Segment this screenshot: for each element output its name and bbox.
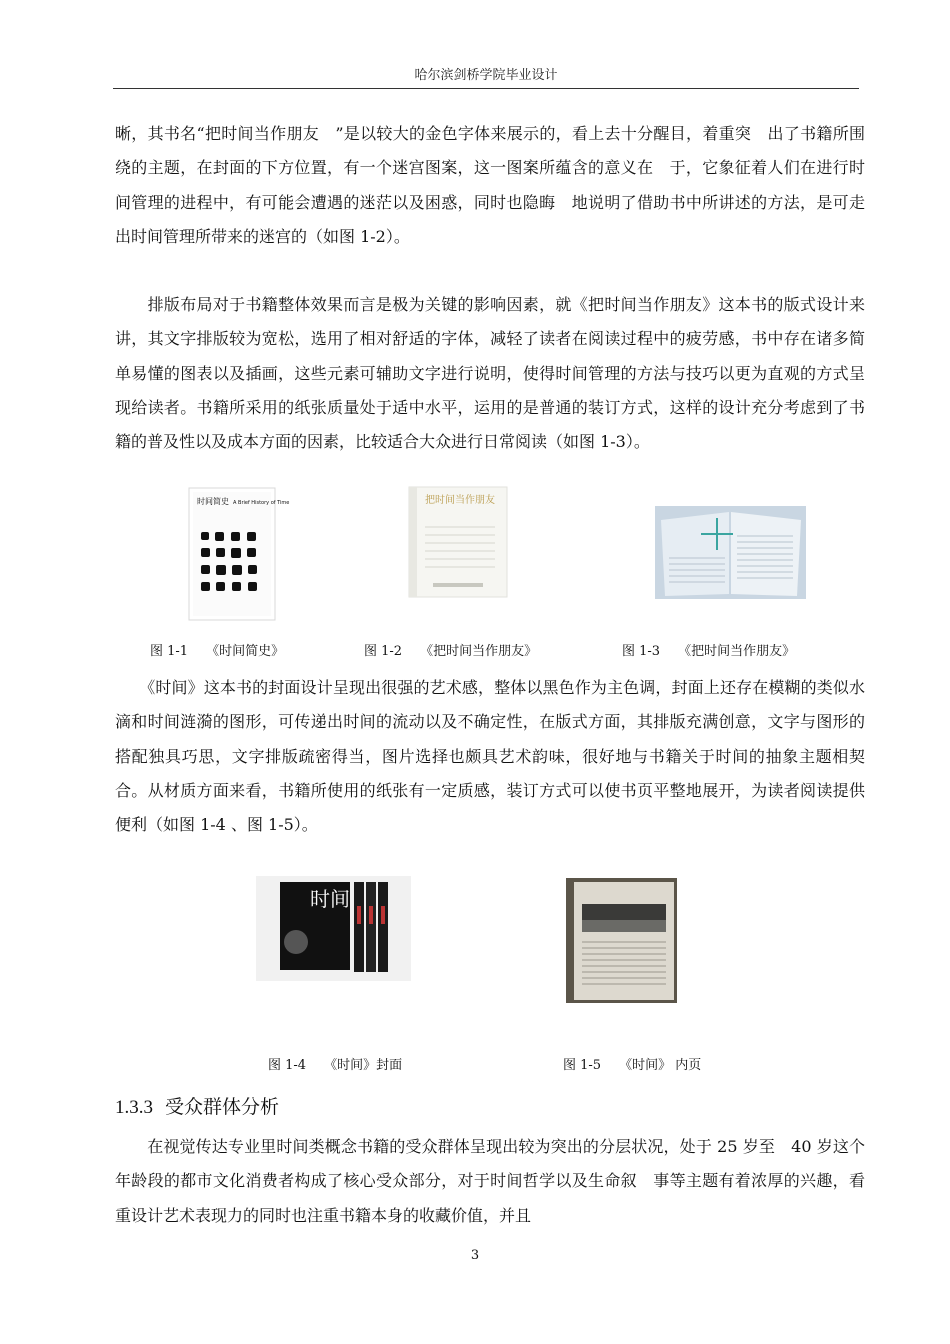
time-book-inner-page-image (566, 878, 677, 1003)
figure-label: 图 1-3 (622, 644, 661, 659)
figure-1-4 (256, 876, 411, 981)
figure-caption: 《时间简史》 (206, 644, 285, 659)
cover-title-cn: 时间 (310, 887, 350, 911)
caption-1-2 (364, 640, 555, 659)
header-rule (113, 88, 859, 89)
paragraph-1: 晰，其书名“把时间当作朋友 ”是以较大的金色字体来展示的，看上去十分醒目，着重突 出了书籍所围绕的主题，在封面的下方位置，有一个迷宫图案，这一图案所蕴含的意义在 于，它象征着人们在进行时间管理的进程中，有可能会遭遇的迷茫以及困惑，同时也隐晦 地说明了借助书中所讲述的方法，是可走出时间管理所带来的迷宫的（如图 1-2）。 (115, 124, 865, 246)
time-friend-cover-image (409, 487, 507, 597)
section-heading (115, 1092, 279, 1119)
figure-caption: 《把时间当作朋友》 (420, 644, 538, 659)
figure-caption: 《把时间当作朋友》 (678, 644, 796, 659)
page-number: 3 (470, 1248, 480, 1263)
figure-1-5 (566, 878, 677, 1003)
brief-history-cover-image (189, 488, 290, 620)
section-number: 1.3.3 (115, 1097, 153, 1118)
figure-label: 图 1-4 (268, 1058, 307, 1073)
time-friend-inner-page-image (655, 506, 806, 599)
caption-1-3 (622, 640, 813, 659)
figure-caption: 《时间》 内页 (619, 1058, 702, 1073)
paragraph-4: 在视觉传达专业里时间类概念书籍的受众群体呈现出较为突出的分层状况，处于 25 岁至 40 岁这个年龄段的都市文化消费者构成了核心受众部分，对于时间哲学以及生命叙 事等主题有着浓厚的兴趣，看重设计艺术表现力的同时也注重书籍本身的收藏价值，并且 (115, 1137, 865, 1225)
figure-1-2 (409, 487, 507, 597)
cover-title-cn: 时间简史 (197, 497, 229, 506)
cover-title-en: A Brief History of Time (233, 500, 290, 506)
section-title: 受众群体分析 (165, 1096, 280, 1118)
figure-label: 图 1-5 (563, 1058, 602, 1073)
caption-1-5 (563, 1054, 719, 1073)
figure-label: 图 1-2 (364, 644, 403, 659)
figure-caption: 《时间》封面 (324, 1058, 403, 1073)
time-book-cover-image (256, 876, 411, 981)
figure-label: 图 1-1 (150, 644, 189, 659)
caption-1-1 (150, 640, 302, 659)
paragraph-2: 排版布局对于书籍整体效果而言是极为关键的影响因素，就《把时间当作朋友》这本书的版式设计来讲，其文字排版较为宽松，选用了相对舒适的字体，减轻了读者在阅读过程中的疲劳感，书中存在诸多简单易懂的图表以及插画，这些元素可辅助文字进行说明，使得时间管理的方法与技巧以更为直观的方式呈现给读者。书籍所采用的纸张质量处于适中水平，运用的是普通的装订方式，这样的设计充分考虑到了书籍的普及性以及成本方面的因素，比较适合大众进行日常阅读（如图 1-3）。 (115, 295, 865, 452)
figure-1-3 (655, 506, 806, 599)
figure-1-1 (189, 488, 290, 620)
cover-title-cn: 把时间当作朋友 (425, 495, 495, 506)
page-header: 哈尔滨剑桥学院毕业设计 (414, 68, 558, 83)
paragraph-3: 《时间》这本书的封面设计呈现出很强的艺术感，整体以黑色作为主色调，封面上还存在模糊的类似水滴和时间涟漪的图形，可传递出时间的流动以及不确定性，在版式方面，其排版充满创意，文字与图形的搭配独具巧思，文字排版疏密得当，图片选择也颇具艺术韵味，很好地与书籍关于时间的抽象主题相契合。从材质方面来看，书籍所使用的纸张有一定质感，装订方式可以使书页平整地展开，为读者阅读提供便利（如图 1-4 、图 1-5）。 (115, 678, 865, 835)
caption-1-4 (268, 1054, 420, 1073)
